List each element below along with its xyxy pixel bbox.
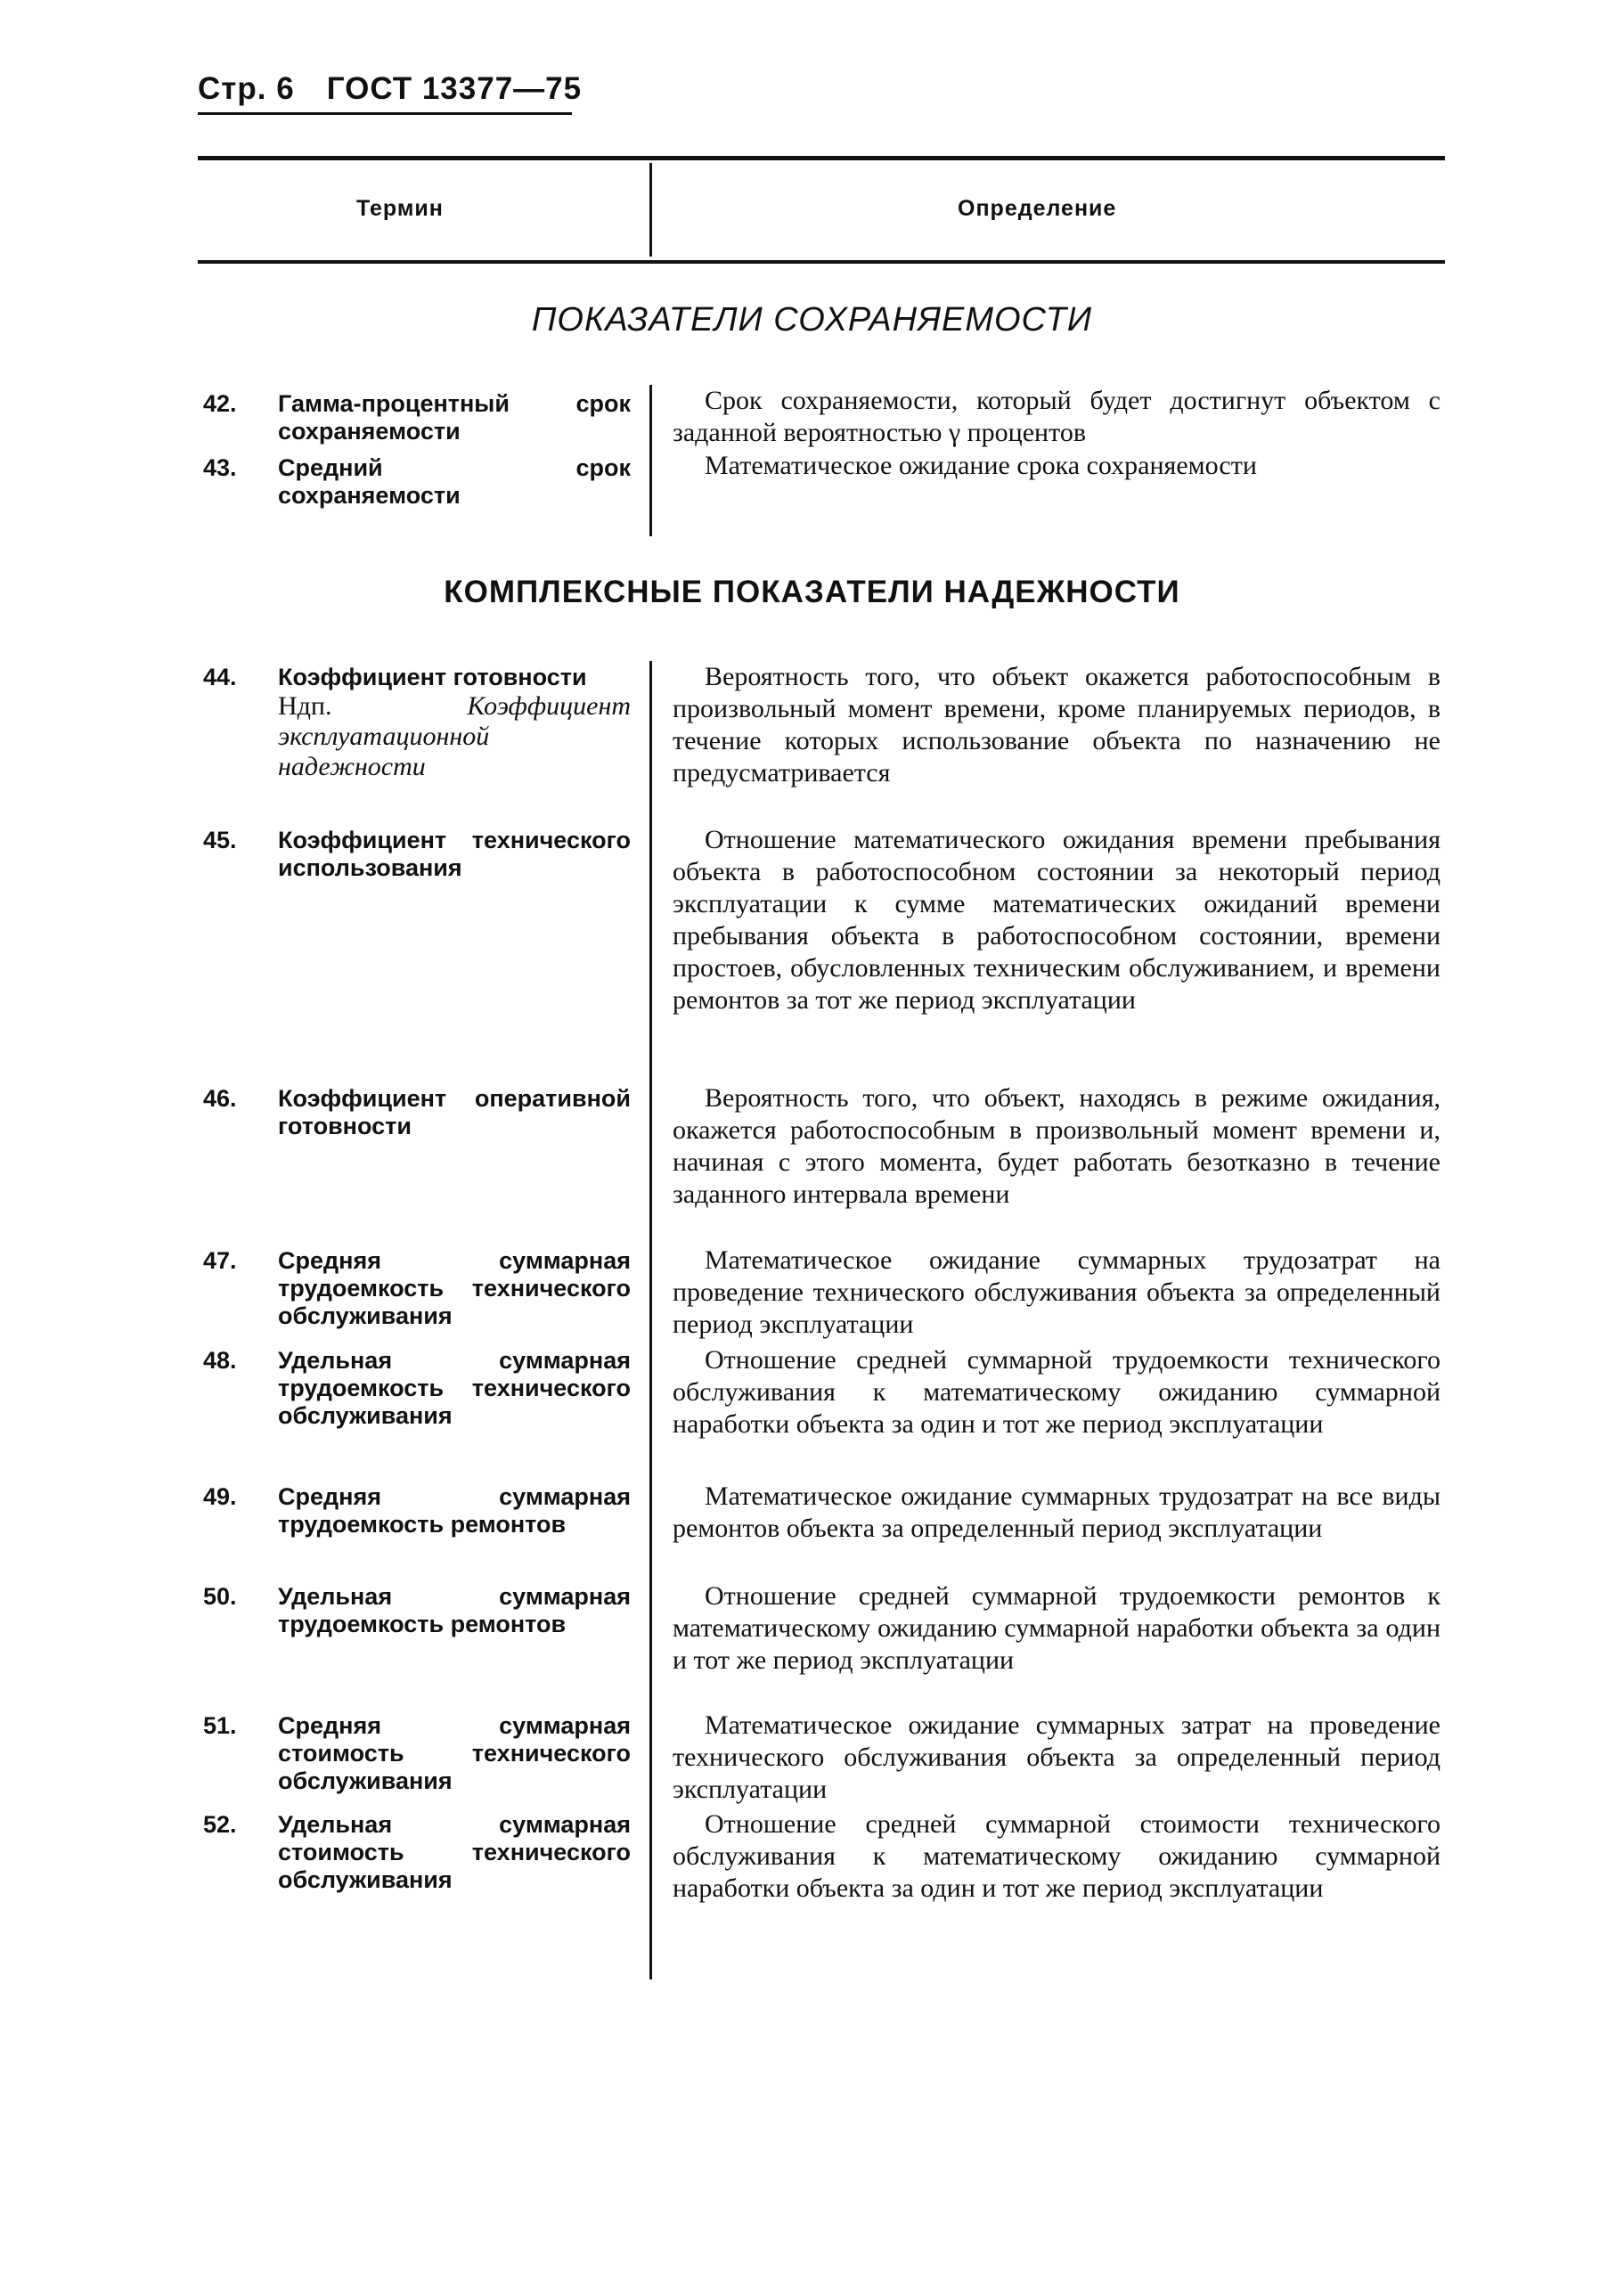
term-text: Средняя суммарная трудоемкость технического обслуживания (278, 1247, 631, 1329)
term-52 (203, 1811, 631, 1894)
term-number: 48. (203, 1347, 237, 1374)
column-divider-section-1 (649, 385, 652, 536)
term-text: Удельная суммарная трудоемкость технического обслуживания (278, 1347, 631, 1429)
column-header-definition: Определение (958, 196, 1117, 221)
term-text: Удельная суммарная стоимость технического обслуживания (278, 1811, 631, 1893)
term-47 (203, 1247, 631, 1330)
term-text: Коэффициент оперативной готовности (278, 1085, 631, 1139)
term-43 (203, 454, 631, 510)
term-number: 49. (203, 1483, 237, 1510)
definition-50: Отношение средней суммарной трудоемкости ремонтов к математическому ожиданию суммарной наработки объекта за один и тот же период эксплуатации (673, 1581, 1440, 1675)
term-text: Средний срок сохраняемости (278, 454, 631, 509)
term-number: 52. (203, 1811, 237, 1838)
term-45 (203, 827, 631, 882)
definition-52: Отношение средней суммарной стоимости технического обслуживания к математическому ожиданию суммарной наработки объекта за один и тот же период эксплуатации (673, 1809, 1440, 1903)
term-text: Удельная суммарная трудоемкость ремонтов (278, 1583, 631, 1637)
term-42 (203, 390, 631, 445)
table-header-rule (198, 260, 1445, 264)
table-top-rule (198, 156, 1445, 160)
term-number: 46. (203, 1085, 237, 1112)
term-number: 50. (203, 1583, 237, 1610)
definition-43: Математическое ожидание срока сохраняемости (705, 451, 1257, 480)
term-text: Коэффициент технического использования (278, 827, 631, 881)
column-divider-section-2 (649, 661, 652, 1979)
term-text: Коэффициент готовности (278, 664, 587, 690)
section-title-complex: КОМПЛЕКСНЫЕ ПОКАЗАТЕЛИ НАДЕЖНОСТИ (444, 575, 1180, 609)
definition-49: Математическое ожидание суммарных трудозатрат на все виды ремонтов объекта за определенный период эксплуатации (673, 1481, 1440, 1543)
term-51 (203, 1712, 631, 1795)
standard-number: ГОСТ 13377—75 (326, 71, 583, 106)
term-49 (203, 1483, 631, 1539)
section-title-storage: ПОКАЗАТЕЛИ СОХРАНЯЕМОСТИ (531, 301, 1093, 339)
ndp-prefix: Ндп. (278, 691, 332, 721)
term-number: 51. (203, 1712, 237, 1739)
page-label: Стр. 6 (198, 71, 295, 106)
term-text: Средняя суммарная стоимость технического обслуживания (278, 1712, 631, 1794)
definition-42: Срок сохраняемости, который будет достигнут объектом с заданной вероятностью γ процентов (673, 386, 1440, 447)
term-46 (203, 1085, 631, 1140)
ndp-term: Коэффициент эксплуатационной надежности (278, 691, 631, 781)
term-number: 42. (203, 390, 237, 417)
term-number: 44. (203, 664, 237, 690)
page-header (198, 71, 582, 107)
definition-45: Отношение математического ожидания времени пребывания объекта в работоспособном состоянии за некоторый период эксплуатации к сумме математических ожиданий времени пребывания объекта в работоспособном состоянии, времени простоев, обусловленных техническим обслуживанием, и времени ремонтов за тот же период эксплуатации (673, 825, 1440, 1015)
definition-47: Математическое ожидание суммарных трудозатрат на проведение технического обслуживания объекта за определенный период эксплуатации (673, 1245, 1440, 1339)
term-text: Гамма-процентный срок сохраняемости (278, 390, 631, 445)
term-48 (203, 1347, 631, 1430)
header-underline (198, 112, 572, 115)
term-44 (203, 664, 631, 782)
term-50 (203, 1583, 631, 1638)
definition-44: Вероятность того, что объект окажется работоспособным в произвольный момент времени, кроме планируемых периодов, в течение которых использование объекта по назначению не предусматривается (673, 662, 1440, 788)
term-number: 45. (203, 827, 237, 853)
definition-48: Отношение средней суммарной трудоемкости технического обслуживания к математическому ожиданию суммарной наработки объекта за один и тот же период эксплуатации (673, 1345, 1440, 1439)
term-number: 43. (203, 454, 237, 481)
column-header-term: Термин (356, 196, 444, 221)
definition-51: Математическое ожидание суммарных затрат на проведение технического обслуживания объекта за определенный период эксплуатации (673, 1710, 1440, 1804)
term-text: Средняя суммарная трудоемкость ремонтов (278, 1483, 631, 1538)
definition-46: Вероятность того, что объект, находясь в режиме ожидания, окажется работоспособным в произвольный момент времени и, начиная с этого момента, будет работать безотказно в течение заданного интервала времени (673, 1083, 1440, 1209)
column-header-divider (649, 163, 652, 257)
term-number: 47. (203, 1247, 237, 1274)
